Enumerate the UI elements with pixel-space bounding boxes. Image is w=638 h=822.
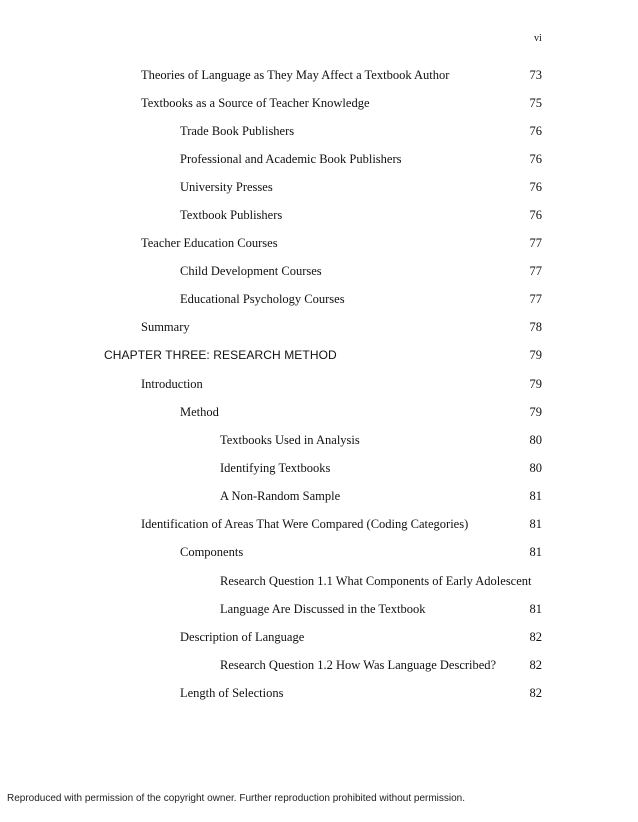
toc-entry-page: 78 xyxy=(529,320,542,334)
toc-entry-title: Trade Book Publishers xyxy=(180,124,295,138)
toc-entry-title: University Presses xyxy=(180,180,273,194)
toc-entry-page: 76 xyxy=(529,180,542,194)
toc-entry-page: 77 xyxy=(529,292,542,306)
toc-entry-title: Research Question 1.1 What Components of Early Adolescent xyxy=(220,574,532,588)
toc-entry-page: 76 xyxy=(529,152,542,166)
toc-entry-title: Research Question 1.2 How Was Language Described? xyxy=(220,658,497,672)
toc-entry xyxy=(0,151,638,167)
toc-entry-title: Identification of Areas That Were Compared (Coding Categories) xyxy=(141,517,469,531)
toc-entry-page: 82 xyxy=(529,686,542,700)
toc-entry-title: Child Development Courses xyxy=(180,264,322,278)
page-number: vi xyxy=(534,33,542,44)
toc-entry-page: 79 xyxy=(529,348,542,362)
toc-entry-page: 81 xyxy=(529,489,542,503)
toc-entry xyxy=(0,207,638,223)
toc-entry-title: A Non-Random Sample xyxy=(220,489,341,503)
toc-entry-page: 76 xyxy=(529,208,542,222)
toc-entry-title: Introduction xyxy=(141,377,203,391)
toc-entry xyxy=(0,544,638,560)
toc-entry-page: 80 xyxy=(529,433,542,447)
toc-entry-title: Language Are Discussed in the Textbook xyxy=(220,602,426,616)
toc-entry-page: 80 xyxy=(529,461,542,475)
toc-entry xyxy=(0,432,638,448)
toc-entry xyxy=(0,573,638,589)
toc-entry-page: 82 xyxy=(529,630,542,644)
toc-entry-page: 77 xyxy=(529,236,542,250)
toc-entry-page: 81 xyxy=(529,602,542,616)
toc-entry-title: Method xyxy=(180,405,219,419)
toc-entry-page: 81 xyxy=(529,517,542,531)
toc-entry-title: Textbook Publishers xyxy=(180,208,283,222)
toc-entry xyxy=(0,657,638,673)
copyright-footer: Reproduced with permission of the copyright owner. Further reproduction prohibited without permission. xyxy=(7,793,466,804)
toc-entry xyxy=(0,123,638,139)
toc-entry-page: 75 xyxy=(529,96,542,110)
toc-entry-page: 76 xyxy=(529,124,542,138)
toc-entry xyxy=(0,516,638,532)
toc-entry-title: Teacher Education Courses xyxy=(141,236,278,250)
toc-entry xyxy=(0,685,638,701)
toc-entry-page: 73 xyxy=(529,68,542,82)
toc-entry xyxy=(0,235,638,251)
toc-entry xyxy=(0,488,638,504)
toc-entry-title: Textbooks Used in Analysis xyxy=(220,433,360,447)
toc-entry-page: 79 xyxy=(529,377,542,391)
toc-entry xyxy=(0,263,638,279)
toc-entry xyxy=(0,67,638,83)
toc-entry-title: Description of Language xyxy=(180,630,305,644)
toc-entry xyxy=(0,319,638,335)
toc-entry xyxy=(0,404,638,420)
toc-entry xyxy=(0,376,638,392)
toc-entry-page: 82 xyxy=(529,658,542,672)
toc-entry xyxy=(0,179,638,195)
toc-entry-page: 77 xyxy=(529,264,542,278)
toc-entry xyxy=(0,601,638,617)
toc-entry-title: Identifying Textbooks xyxy=(220,461,331,475)
toc-entry-page: 79 xyxy=(529,405,542,419)
toc-entry-title: Textbooks as a Source of Teacher Knowledge xyxy=(141,96,370,110)
toc-entry-title: Theories of Language as They May Affect a Textbook Author xyxy=(141,68,450,82)
toc-chapter-entry xyxy=(0,347,638,363)
toc-entry-page: 81 xyxy=(529,545,542,559)
toc-entry-title: Components xyxy=(180,545,244,559)
toc-entry-title: Educational Psychology Courses xyxy=(180,292,345,306)
toc-entry xyxy=(0,291,638,307)
toc-entry xyxy=(0,95,638,111)
toc-entry xyxy=(0,629,638,645)
toc-entry-title: Summary xyxy=(141,320,190,334)
toc-entry-title: Professional and Academic Book Publishers xyxy=(180,152,402,166)
toc-entry-title: Length of Selections xyxy=(180,686,284,700)
toc-chapter-title: CHAPTER THREE: RESEARCH METHOD xyxy=(104,348,337,362)
toc-entry xyxy=(0,460,638,476)
